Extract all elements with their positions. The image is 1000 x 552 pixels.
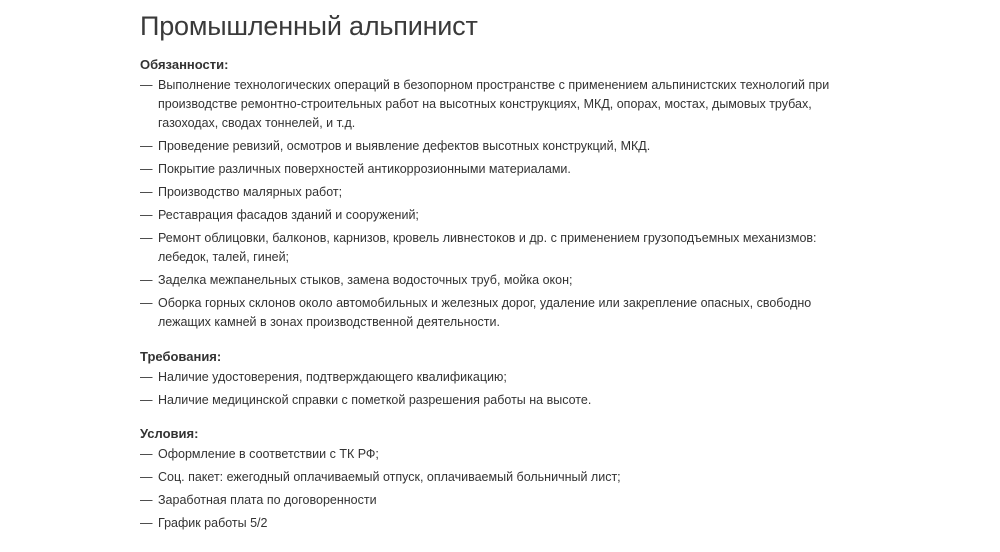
list-item-text: Покрытие различных поверхностей антикоррозионными материалами. — [158, 162, 571, 176]
list-item-text: Реставрация фасадов зданий и сооружений; — [158, 208, 419, 222]
list-item — [140, 271, 840, 290]
list-item — [140, 76, 840, 133]
list-item — [140, 137, 840, 156]
dash-bullet — [140, 137, 156, 156]
list-item — [140, 294, 840, 332]
list-item — [140, 391, 840, 410]
dash-bullet — [140, 271, 156, 290]
requirements-list — [140, 368, 840, 410]
list-item — [140, 160, 840, 179]
dash-bullet — [140, 445, 156, 464]
list-item — [140, 514, 840, 533]
list-item-text: График работы 5/2 — [158, 516, 268, 530]
dash-bullet — [140, 391, 156, 410]
list-item-text: Ремонт облицовки, балконов, карнизов, кровель ливнестоков и др. с применением грузоподъемных механизмов: лебедок, талей, гиней; — [158, 231, 817, 264]
requirements-heading: Требования: — [140, 349, 222, 364]
duties-heading: Обязанности: — [140, 57, 229, 72]
dash-bullet — [140, 514, 156, 533]
list-item — [140, 468, 840, 487]
dash-bullet — [140, 368, 156, 387]
duties-section — [140, 57, 840, 332]
list-item-text: Проведение ревизий, осмотров и выявление дефектов высотных конструкций, МКД. — [158, 139, 651, 153]
conditions-heading: Условия: — [140, 426, 199, 441]
list-item-text: Заделка межпанельных стыков, замена водосточных труб, мойка окон; — [158, 273, 573, 287]
dash-bullet — [140, 183, 156, 202]
conditions-list — [140, 445, 840, 533]
list-item-text: Наличие удостоверения, подтверждающего квалификацию; — [158, 370, 507, 384]
list-item-text: Заработная плата по договоренности — [158, 493, 377, 507]
dash-bullet — [140, 76, 156, 95]
list-item — [140, 206, 840, 225]
list-item — [140, 368, 840, 387]
requirements-section — [140, 349, 840, 410]
list-item — [140, 183, 840, 202]
list-item — [140, 229, 840, 267]
duties-list — [140, 76, 840, 332]
page-title: Промышленный альпинист — [140, 11, 478, 41]
dash-bullet — [140, 206, 156, 225]
dash-bullet — [140, 468, 156, 487]
dash-bullet — [140, 491, 156, 510]
list-item-text: Соц. пакет: ежегодный оплачиваемый отпуск, оплачиваемый больничный лист; — [158, 470, 621, 484]
list-item-text: Наличие медицинской справки с пометкой разрешения работы на высоте. — [158, 393, 592, 407]
dash-bullet — [140, 294, 156, 313]
list-item-text: Выполнение технологических операций в безопорном пространстве с применением альпинистских технологий при производстве ремонтно-строительных работ на высотных конструкциях, МКД, опорах, мостах, дымовых трубах, газоходах, сводах тоннелей, и т.д. — [158, 78, 830, 130]
dash-bullet — [140, 160, 156, 179]
list-item-text: Оборка горных склонов около автомобильных и железных дорог, удаление или закрепление опасных, свободно лежащих камней в зонах производственной деятельности. — [158, 296, 812, 329]
list-item — [140, 491, 840, 510]
list-item — [140, 445, 840, 464]
list-item-text: Оформление в соответствии с ТК РФ; — [158, 447, 379, 461]
dash-bullet — [140, 229, 156, 248]
list-item-text: Производство малярных работ; — [158, 185, 343, 199]
conditions-section — [140, 426, 840, 533]
